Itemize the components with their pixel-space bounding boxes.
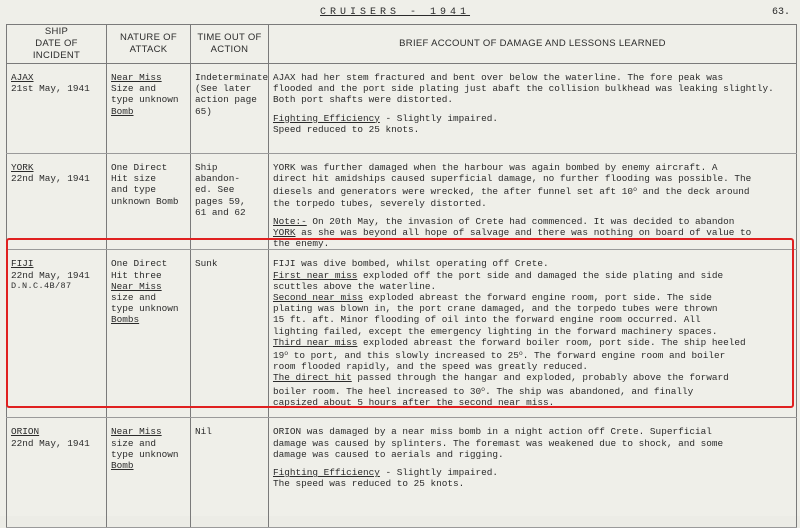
account-cell: YORK was further damaged when the harbour was again bombed by enemy aircraft. A direct hit amidships caused superficial damage, no further flooding was possible. The diesels and generators were wrecked, the after funnel set aft 10$^o$ and the deck around the torpedo tubes, severely distorted. Note:- On 20th May, the invasion of Crete had commenced. It was decided to abandon YORK as she was beyond all hope of salvage and there was nothing on board of value to the enemy. (269, 154, 797, 250)
column-header-account: BRIEF ACCOUNT OF DAMAGE AND LESSONS LEARNED (269, 25, 797, 64)
reference-code: D.N.C.4B/87 (11, 280, 72, 291)
nature-cell: One Direct Hit size and type unknown Bomb (107, 154, 191, 250)
ship-cell (7, 154, 107, 250)
incident-date: 22nd May, 1941 (11, 437, 90, 449)
second-near-miss-label: Second near miss (273, 292, 364, 304)
efficiency-label: Fighting Efficiency (273, 467, 380, 479)
column-header-ship: SHIP DATE OF INCIDENT (7, 25, 107, 64)
incident-date: 21st May, 1941 (11, 83, 90, 95)
account-cell: AJAX had her stem fractured and bent over below the waterline. The fore peak was flooded and the port side plating just abaft the collision bulkhead was leaking slightly. Both port shafts were distorted. Fighting Efficiency - Slightly impaired. Speed reduced to 25 knots. (269, 64, 797, 154)
third-near-miss-label: Third near miss (273, 336, 358, 348)
table-row-ajax (7, 64, 797, 154)
ship-name: AJAX (11, 72, 34, 83)
table-row-fiji (7, 250, 797, 418)
incident-date: 22nd May, 1941 (11, 173, 90, 185)
table-row-york (7, 154, 797, 250)
ship-cell (7, 250, 107, 418)
table-row-orion (7, 418, 797, 528)
ship-cell (7, 418, 107, 528)
incident-table (6, 24, 797, 528)
ship-cell (7, 64, 107, 154)
account-cell: FIJI was dive bombed, whilst operating off Crete. First near miss exploded off the port side and damaged the side plating and side scuttles above the waterline. Second near miss exploded abreast the forward engine room, port side. The side plating was blown in, the port crane damaged, and the torpedo tubes were thrown 15 ft. aft. Minor flooding of oil into the forward engine room occurred. All lighting failed, except the emergency lighting in the forward machinery spaces. Third near miss exploded abreast the forward boiler room, port side. The ship heeled 19$^o$ to port, and this slowly increased to 25$^o$. The forward engine room and boiler room flooded rapidly, and the speed was greatly reduced. The direct hit passed through the hangar and exploded, probably above the forward boiler room. The heel increased to 30$^o$. The ship was abandoned, and finally capsized about 5 hours after the second near miss. (269, 250, 797, 418)
page-title: CRUISERS - 1941 (320, 7, 471, 18)
column-header-nature: NATURE OF ATTACK (107, 25, 191, 64)
nature-cell: Near Miss size and type unknown Bomb (107, 418, 191, 528)
note-label: Note:- (273, 215, 307, 227)
ship-name: FIJI (11, 258, 34, 270)
time-cell: Nil (191, 418, 269, 528)
incident-date: 22nd May, 1941 (11, 269, 90, 281)
ship-name: ORION (11, 426, 40, 438)
page-header (0, 6, 800, 20)
table-header-row (7, 25, 797, 64)
nature-cell: Near Miss Size and type unknown Bomb (107, 64, 191, 154)
ship-name: YORK (11, 162, 34, 173)
direct-hit-label: The direct hit (273, 372, 352, 384)
nature-cell: One Direct Hit three Near Miss size and type unknown Bombs (107, 250, 191, 418)
page-number: 63. (771, 7, 790, 18)
time-cell: Sunk (191, 250, 269, 418)
column-header-time: TIME OUT OF ACTION (191, 25, 269, 64)
time-cell: Ship abandon- ed. See pages 59, 61 and 62 (191, 154, 269, 250)
time-cell: Indeterminate (See later action page 65) (191, 64, 269, 154)
efficiency-label: Fighting Efficiency (273, 112, 380, 124)
first-near-miss-label: First near miss (273, 269, 358, 281)
account-cell: ORION was damaged by a near miss bomb in a night action off Crete. Superficial damage was caused by splinters. The foremast was weakened due to shock, and some damage was caused to aerials and rigging. Fighting Efficiency - Slightly impaired. The speed was reduced to 25 knots. (269, 418, 797, 528)
